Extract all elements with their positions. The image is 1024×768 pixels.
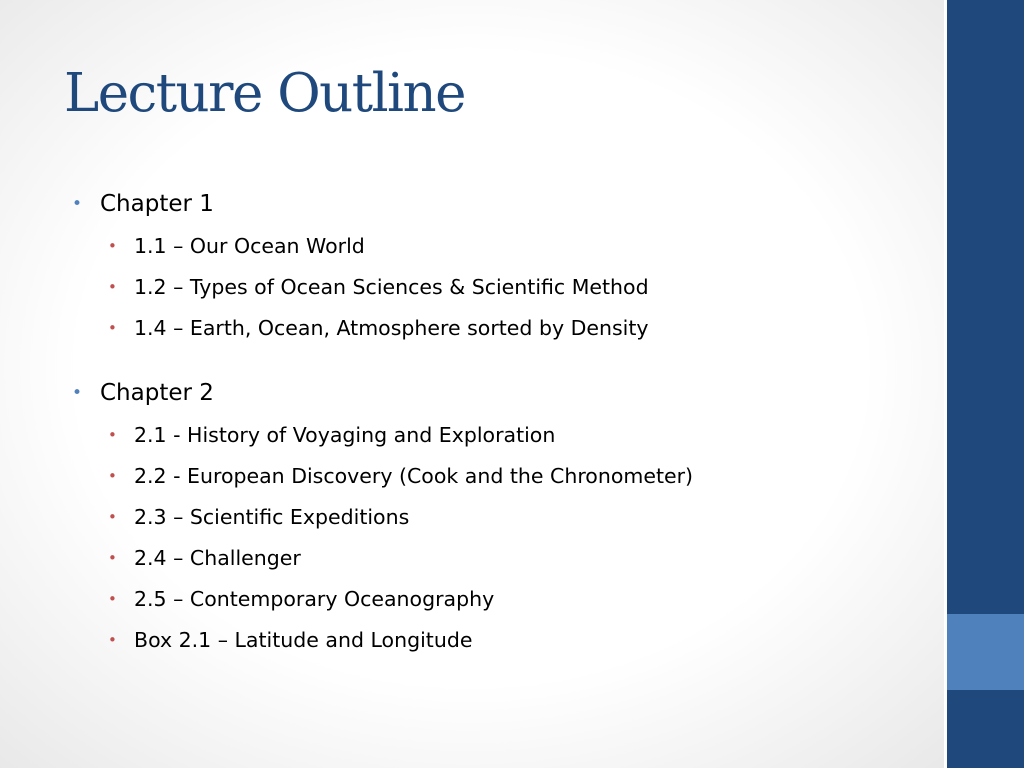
outline-item [72, 415, 932, 456]
bullet-icon: • [108, 278, 117, 296]
bullet-icon: • [108, 319, 117, 337]
bullet-icon: • [108, 426, 117, 444]
outline-item-label: 2.1 - History of Voyaging and Exploration [134, 423, 556, 447]
outline-item [72, 579, 932, 620]
outline-item-label: 1.1 – Our Ocean World [134, 234, 365, 258]
outline-item-label: 2.5 – Contemporary Oceanography [134, 587, 495, 611]
outline-list [72, 186, 932, 661]
bullet-icon: • [72, 194, 83, 214]
bullet-icon: • [108, 467, 117, 485]
outline-item [72, 267, 932, 308]
outline-item-label: 2.2 - European Discovery (Cook and the Chronometer) [134, 464, 694, 488]
section-heading-chapter-1 [72, 186, 932, 222]
section-heading-label: Chapter 1 [100, 191, 214, 217]
outline-item [72, 538, 932, 579]
outline-item-label: 1.2 – Types of Ocean Sciences & Scientific Method [134, 275, 649, 299]
outline-item-label: Box 2.1 – Latitude and Longitude [134, 628, 473, 652]
section-heading-label: Chapter 2 [100, 380, 214, 406]
outline-item [72, 620, 932, 661]
bullet-icon: • [108, 237, 117, 255]
bullet-icon: • [108, 508, 117, 526]
outline-item-label: 2.4 – Challenger [134, 546, 301, 570]
bullet-icon: • [108, 631, 117, 649]
bullet-icon: • [72, 383, 83, 403]
outline-item [72, 497, 932, 538]
section-heading-chapter-2 [72, 375, 932, 411]
outline-item-label: 1.4 – Earth, Ocean, Atmosphere sorted by Density [134, 316, 649, 340]
slide-title: Lecture Outline [64, 63, 466, 124]
outline-item [72, 308, 932, 349]
outline-item [72, 226, 932, 267]
bullet-icon: • [108, 590, 117, 608]
side-bar [947, 0, 1024, 768]
outline-item-label: 2.3 – Scientific Expeditions [134, 505, 410, 529]
bullet-icon: • [108, 549, 117, 567]
outline-item [72, 456, 932, 497]
side-bar-accent [947, 614, 1024, 690]
